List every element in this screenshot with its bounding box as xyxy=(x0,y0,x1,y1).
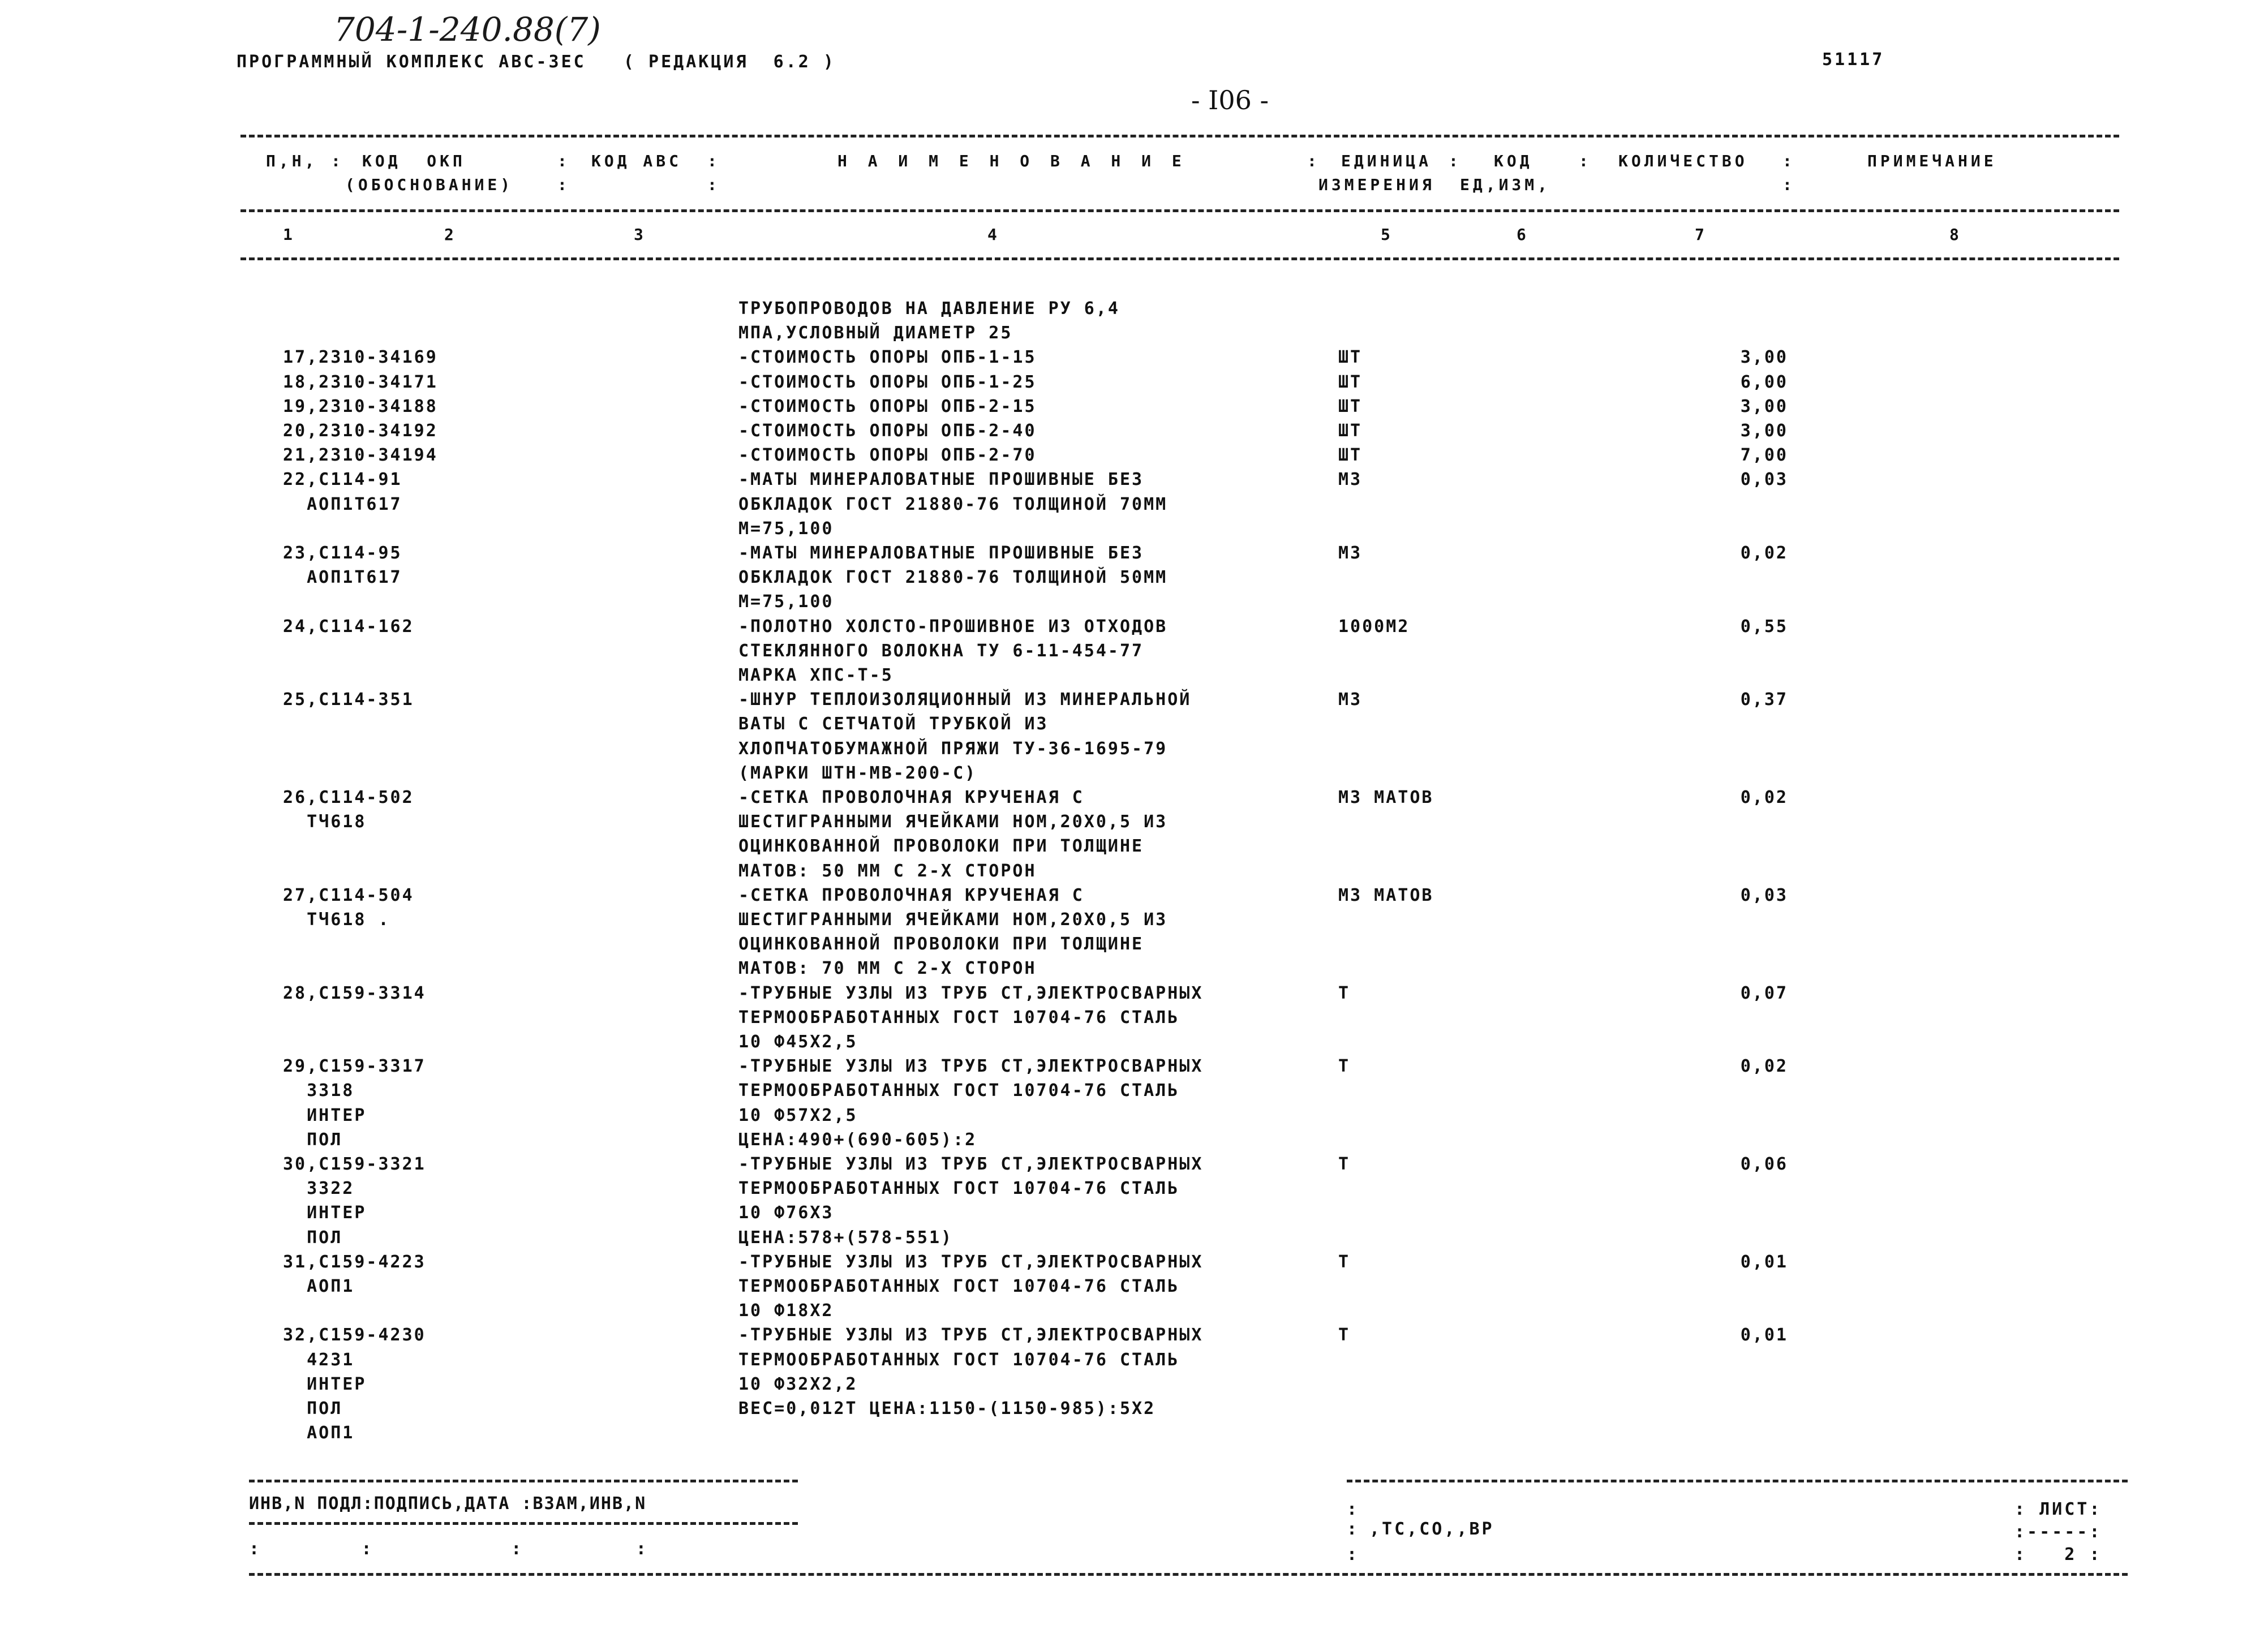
col-header-unit: ЕДИНИЦА xyxy=(1341,152,1432,170)
unit-cell: Т xyxy=(1338,1056,1351,1077)
page-number: - I06 - xyxy=(1191,85,1269,115)
item-name-cell: ЦЕНА:490+(690-605):2 xyxy=(738,1129,977,1150)
quantity-cell: 7,00 xyxy=(1740,445,1788,466)
header-bottom-rule xyxy=(240,257,2119,260)
item-name-cell: -СТОИМОСТЬ ОПОРЫ ОПБ-1-25 xyxy=(738,372,1037,392)
item-name-cell: МАТОВ: 70 ММ С 2-Х СТОРОН xyxy=(738,959,1037,979)
item-code-cell: 3318 xyxy=(283,1081,355,1101)
quantity-cell: 6,00 xyxy=(1740,372,1788,392)
unit-cell: ШТ xyxy=(1338,445,1363,466)
item-code-cell: ИНТЕР xyxy=(283,1374,367,1394)
sheet-divider: :-----: xyxy=(2014,1522,2102,1542)
col-sep: : xyxy=(557,175,570,194)
item-code-cell: 17,2310-34169 xyxy=(283,347,438,368)
col-sep: : xyxy=(331,152,344,170)
unit-cell: Т xyxy=(1338,1325,1351,1346)
col-header-unit-code: КОД xyxy=(1494,152,1533,170)
item-name-cell: ОБКЛАДОК ГОСТ 21880-76 ТОЛЩИНОЙ 50ММ xyxy=(738,568,1168,588)
quantity-cell: 0,01 xyxy=(1740,1252,1788,1272)
footer-signature-header: ИНВ,N ПОДЛ:ПОДПИСЬ,ДАТА :ВЗАМ,ИНВ,N xyxy=(249,1494,647,1514)
sheet-label-text: ЛИСТ xyxy=(2039,1499,2090,1519)
col-header-note: ПРИМЕЧАНИЕ xyxy=(1867,152,1997,170)
quantity-cell: 0,06 xyxy=(1740,1154,1788,1174)
item-code-cell: 3322 xyxy=(283,1179,355,1199)
quantity-cell: 0,07 xyxy=(1740,983,1788,1003)
item-name-cell: 10 Ф57Х2,5 xyxy=(738,1105,858,1125)
item-name-cell: ВЕС=0,012Т ЦЕНА:1150-(1150-985):5Х2 xyxy=(738,1399,1156,1419)
col-header-unit-code-2: ЕД,ИЗМ, xyxy=(1460,175,1551,194)
item-name-cell: 10 Ф18Х2 xyxy=(738,1301,834,1321)
stamp-left-border: : xyxy=(1347,1499,1360,1519)
item-name-cell: 10 Ф45Х2,5 xyxy=(738,1032,858,1052)
stamp-text: ,ТС,СО,,ВР xyxy=(1369,1519,1494,1539)
unit-cell: ШТ xyxy=(1338,421,1363,441)
quantity-cell: 0,02 xyxy=(1740,543,1788,563)
quantity-cell: 0,01 xyxy=(1740,1325,1788,1346)
item-code-cell: ПОЛ xyxy=(283,1399,343,1419)
item-code-cell: АОП1Т617 xyxy=(283,568,402,588)
col-header-abc: КОД АВС xyxy=(591,152,682,170)
item-code-cell: 25,С114-351 xyxy=(283,690,414,710)
item-code-cell: ПОЛ xyxy=(283,1227,343,1248)
unit-cell: М3 МАТОВ xyxy=(1338,788,1434,807)
item-name-cell: ХЛОПЧАТОБУМАЖНОЙ ПРЯЖИ ТУ-36-1695-79 xyxy=(738,738,1168,759)
quantity-cell: 0,03 xyxy=(1740,470,1788,490)
item-name-cell: МАРКА ХПС-Т-5 xyxy=(738,665,894,685)
unit-cell: ШТ xyxy=(1338,372,1363,392)
item-name-cell: ТРУБОПРОВОДОВ НА ДАВЛЕНИЕ РУ 6,4 xyxy=(738,299,1120,319)
unit-cell: Т xyxy=(1338,1154,1351,1174)
item-name-cell: ТЕРМООБРАБОТАННЫХ ГОСТ 10704-76 СТАЛЬ xyxy=(738,1276,1180,1296)
col-number: 6 xyxy=(1517,225,1530,244)
col-sep: : xyxy=(557,152,570,170)
sheet-number-cell: : 2 : xyxy=(2014,1545,2102,1564)
item-code-cell: ПОЛ xyxy=(283,1129,343,1150)
col-header-okp: КОД ОКП xyxy=(362,152,466,170)
item-code-cell: 26,С114-502 xyxy=(283,788,414,807)
stamp-left-border-3: : xyxy=(1347,1545,1360,1564)
col-sep: : xyxy=(707,152,720,170)
item-name-cell: ОЦИНКОВАННОЙ ПРОВОЛОКИ ПРИ ТОЛЩИНЕ xyxy=(738,934,1144,955)
item-name-cell: -СТОИМОСТЬ ОПОРЫ ОПБ-2-40 xyxy=(738,421,1037,441)
item-name-cell: ЦЕНА:578+(578-551) xyxy=(738,1227,953,1248)
item-name-cell: ШЕСТИГРАННЫМИ ЯЧЕЙКАМИ НОМ,20Х0,5 ИЗ xyxy=(738,812,1168,832)
unit-cell: 1000М2 xyxy=(1338,616,1410,637)
item-name-cell: ОБКЛАДОК ГОСТ 21880-76 ТОЛЩИНОЙ 70ММ xyxy=(738,494,1168,514)
item-code-cell: 30,С159-3321 xyxy=(283,1154,426,1174)
item-code-cell: ТЧ618 . xyxy=(283,910,390,930)
item-name-cell: -СЕТКА ПРОВОЛОЧНАЯ КРУЧЕНАЯ С xyxy=(738,788,1084,807)
item-code-cell: 28,С159-3314 xyxy=(283,983,426,1003)
col-header-basis: (ОБОСНОВАНИЕ) xyxy=(345,175,514,194)
item-name-cell: ТЕРМООБРАБОТАННЫХ ГОСТ 10704-76 СТАЛЬ xyxy=(738,1081,1180,1101)
item-name-cell: -СЕТКА ПРОВОЛОЧНАЯ КРУЧЕНАЯ С xyxy=(738,885,1084,905)
col-header-quantity: КОЛИЧЕСТВО xyxy=(1618,152,1748,170)
col-sep: : xyxy=(1782,175,1795,194)
program-title: ПРОГРАММНЫЙ КОМПЛЕКС АВС-ЗЕС ( РЕДАКЦИЯ 6.2 ) xyxy=(237,52,836,72)
quantity-cell: 0,55 xyxy=(1740,616,1788,637)
item-code-cell: 19,2310-34188 xyxy=(283,396,438,416)
unit-cell: М3 xyxy=(1338,543,1363,563)
quantity-cell: 3,00 xyxy=(1740,421,1788,441)
sheet-code: 51117 xyxy=(1822,50,1885,70)
item-code-cell: 24,С114-162 xyxy=(283,616,414,637)
item-name-cell: МПА,УСЛОВНЫЙ ДИАМЕТР 25 xyxy=(738,323,1013,343)
item-name-cell: -СТОИМОСТЬ ОПОРЫ ОПБ-2-15 xyxy=(738,396,1037,416)
item-name-cell: -МАТЫ МИНЕРАЛОВАТНЫЕ ПРОШИВНЫЕ БЕЗ xyxy=(738,470,1144,490)
item-code-cell: 23,С114-95 xyxy=(283,543,402,563)
col-sep: : xyxy=(1307,152,1320,170)
item-name-cell: -ТРУБНЫЕ УЗЛЫ ИЗ ТРУБ СТ,ЭЛЕКТРОСВАРНЫХ xyxy=(738,983,1204,1003)
item-name-cell: ОЦИНКОВАННОЙ ПРОВОЛОКИ ПРИ ТОЛЩИНЕ xyxy=(738,836,1144,857)
col-sep: : xyxy=(707,175,720,194)
sheet-label: : ЛИСТ: xyxy=(2014,1499,2102,1519)
item-name-cell: ШЕСТИГРАННЫМИ ЯЧЕЙКАМИ НОМ,20Х0,5 ИЗ xyxy=(738,910,1168,930)
footer-left-mid-rule xyxy=(249,1522,798,1525)
stamp-left-border-2: : xyxy=(1347,1519,1360,1539)
item-name-cell: 10 Ф32Х2,2 xyxy=(738,1374,858,1394)
item-name-cell: М=75,100 xyxy=(738,518,834,539)
item-name-cell: М=75,100 xyxy=(738,592,834,612)
quantity-cell: 0,02 xyxy=(1740,1056,1788,1077)
item-name-cell: -ШНУР ТЕПЛОИЗОЛЯЦИОННЫЙ ИЗ МИНЕРАЛЬНОЙ xyxy=(738,690,1192,710)
item-code-cell: 22,С114-91 xyxy=(283,470,402,490)
footer-left-bottom-rule xyxy=(249,1573,2128,1576)
footer-left-cells: : : : : xyxy=(249,1539,648,1559)
item-name-cell: ТЕРМООБРАБОТАННЫХ ГОСТ 10704-76 СТАЛЬ xyxy=(738,1349,1180,1370)
item-name-cell: СТЕКЛЯННОГО ВОЛОКНА ТУ 6-11-454-77 xyxy=(738,641,1144,661)
item-code-cell: 21,2310-34194 xyxy=(283,445,438,466)
item-name-cell: ТЕРМООБРАБОТАННЫХ ГОСТ 10704-76 СТАЛЬ xyxy=(738,1007,1180,1028)
col-header-unit-2: ИЗМЕРЕНИЯ xyxy=(1318,175,1435,194)
item-code-cell: 18,2310-34171 xyxy=(283,372,438,392)
col-sep: : xyxy=(1449,152,1462,170)
item-code-cell: ИНТЕР xyxy=(283,1105,367,1125)
col-number: 3 xyxy=(634,225,647,244)
item-name-cell: -ТРУБНЫЕ УЗЛЫ ИЗ ТРУБ СТ,ЭЛЕКТРОСВАРНЫХ xyxy=(738,1325,1204,1346)
item-code-cell: 4231 xyxy=(283,1349,355,1370)
footer-left-top-rule xyxy=(249,1480,798,1482)
item-code-cell: АОП1 xyxy=(283,1276,355,1296)
item-name-cell: МАТОВ: 50 ММ С 2-Х СТОРОН xyxy=(738,861,1037,881)
header-mid-rule xyxy=(240,209,2119,212)
item-code-cell: 29,С159-3317 xyxy=(283,1056,426,1077)
col-number: 5 xyxy=(1381,225,1394,244)
col-header-item: П,Н, xyxy=(266,152,318,170)
item-code-cell: 20,2310-34192 xyxy=(283,421,438,441)
item-name-cell: (МАРКИ ШТН-МВ-200-С) xyxy=(738,763,977,783)
item-code-cell: 32,С159-4230 xyxy=(283,1325,426,1346)
sheet-number: 2 xyxy=(2064,1545,2077,1564)
item-name-cell: -ПОЛОТНО ХОЛСТО-ПРОШИВНОЕ ИЗ ОТХОДОВ xyxy=(738,616,1168,637)
header-top-rule xyxy=(240,135,2119,137)
quantity-cell: 0,37 xyxy=(1740,690,1788,710)
item-name-cell: -ТРУБНЫЕ УЗЛЫ ИЗ ТРУБ СТ,ЭЛЕКТРОСВАРНЫХ xyxy=(738,1154,1204,1174)
item-name-cell: -СТОИМОСТЬ ОПОРЫ ОПБ-1-15 xyxy=(738,347,1037,368)
item-name-cell: -ТРУБНЫЕ УЗЛЫ ИЗ ТРУБ СТ,ЭЛЕКТРОСВАРНЫХ xyxy=(738,1252,1204,1272)
handwritten-code: 704-1-240.88(7) xyxy=(334,10,601,49)
quantity-cell: 0,02 xyxy=(1740,788,1788,807)
item-code-cell: 27,С114-504 xyxy=(283,885,414,905)
quantity-cell: 3,00 xyxy=(1740,347,1788,368)
item-name-cell: -СТОИМОСТЬ ОПОРЫ ОПБ-2-70 xyxy=(738,445,1037,466)
quantity-cell: 0,03 xyxy=(1740,885,1788,905)
unit-cell: Т xyxy=(1338,983,1351,1003)
unit-cell: М3 xyxy=(1338,470,1363,490)
col-number: 8 xyxy=(1949,225,1962,244)
item-name-cell: 10 Ф76Х3 xyxy=(738,1203,834,1223)
item-code-cell: ИНТЕР xyxy=(283,1203,367,1223)
item-code-cell: АОП1Т617 xyxy=(283,494,402,514)
unit-cell: М3 xyxy=(1338,690,1363,710)
col-number: 7 xyxy=(1695,225,1708,244)
col-number: 1 xyxy=(283,225,296,244)
item-name-cell: ТЕРМООБРАБОТАННЫХ ГОСТ 10704-76 СТАЛЬ xyxy=(738,1179,1180,1199)
unit-cell: ШТ xyxy=(1338,396,1363,416)
item-name-cell: ВАТЫ С СЕТЧАТОЙ ТРУБКОЙ ИЗ xyxy=(738,714,1049,734)
col-header-name: Н А И М Е Н О В А Н И Е xyxy=(837,152,1187,170)
item-name-cell: -МАТЫ МИНЕРАЛОВАТНЫЕ ПРОШИВНЫЕ БЕЗ xyxy=(738,543,1144,563)
unit-cell: ШТ xyxy=(1338,347,1363,368)
item-name-cell: -ТРУБНЫЕ УЗЛЫ ИЗ ТРУБ СТ,ЭЛЕКТРОСВАРНЫХ xyxy=(738,1056,1204,1077)
unit-cell: Т xyxy=(1338,1252,1351,1272)
item-code-cell: ТЧ618 xyxy=(283,812,367,832)
item-code-cell: 31,С159-4223 xyxy=(283,1252,426,1272)
col-number: 2 xyxy=(444,225,457,244)
unit-cell: М3 МАТОВ xyxy=(1338,885,1434,905)
stamp-top-rule xyxy=(1347,1480,2128,1482)
col-sep: : xyxy=(1782,152,1795,170)
col-number: 4 xyxy=(987,225,1000,244)
col-sep: : xyxy=(1579,152,1592,170)
item-code-cell: АОП1 xyxy=(283,1423,355,1443)
quantity-cell: 3,00 xyxy=(1740,396,1788,416)
